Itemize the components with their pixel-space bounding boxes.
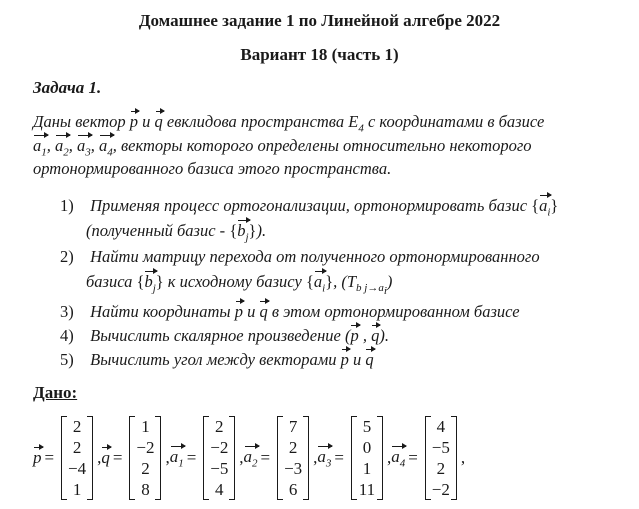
vector-ai: $a_i$: [313, 272, 326, 295]
intro-text: евклидова пространства E: [166, 112, 359, 131]
vector-p: p: [234, 302, 243, 321]
document-title: Домашнее задание 1 по Линейной алгебре 2022: [138, 11, 501, 30]
item-text: Вычислить угол между векторами: [90, 350, 337, 369]
item-text: Применяя процесс ортогонализации, ортонормировать базис: [90, 196, 528, 215]
matrix-q: [129, 416, 161, 500]
list-item-cont: (полученный базис - $\{b_j\}$).: [86, 221, 267, 244]
intro-line-2: $a_1$, $a_2$, $a_3$, $a_4$, векторы которого определены относительно некоторого: [33, 136, 532, 159]
item-text: (полученный базис -: [86, 221, 226, 240]
item-text: и: [353, 350, 362, 369]
variant-title: Вариант 18 (часть 1): [240, 45, 399, 64]
matrix-entry: −5: [431, 438, 450, 457]
vector-q: q: [365, 350, 374, 369]
list-item: [60, 247, 540, 267]
matrix-entry: 2: [215, 417, 224, 436]
item-text: к исходному базису: [167, 272, 302, 291]
vector-q: q: [259, 302, 268, 321]
matrix-entry: 1: [141, 417, 150, 436]
list-number: 2): [60, 247, 74, 266]
task-heading: Задача 1.: [33, 78, 102, 97]
matrix-entry: 2: [288, 438, 298, 457]
vector-q: q: [101, 448, 110, 467]
matrix-p: [61, 416, 93, 500]
vector-bj: $b_j$: [144, 272, 156, 295]
matrix-entry: −2: [431, 480, 450, 499]
transition-matrix: $(T_{b j\to a_i})$: [341, 272, 393, 298]
item-text: .: [384, 326, 389, 345]
matrix-entry: 5: [362, 417, 372, 436]
vector-p: p: [350, 326, 359, 345]
intro-line-3: ортонормированного базиса этого пространства.: [33, 159, 392, 178]
vector-q: q: [154, 112, 163, 131]
matrix-entry: −3: [284, 459, 303, 478]
item-text: Найти координаты: [90, 302, 231, 321]
matrix-entry: −5: [210, 459, 229, 478]
matrix-a4: [425, 416, 457, 500]
item-text: Вычислить скалярное произведение: [90, 326, 341, 345]
list-number: 4): [60, 326, 74, 345]
given-label: Дано:: [33, 383, 78, 402]
item-text: базиса: [86, 272, 133, 291]
list-item: [60, 350, 374, 370]
matrix-entry: 4: [436, 417, 446, 436]
item-text: и: [247, 302, 256, 321]
list-item: 4) Вычислить скалярное произведение (p , q).: [60, 326, 389, 345]
intro-text: Даны вектор: [33, 112, 126, 131]
vector-q: q: [371, 326, 380, 345]
matrix-entry: −4: [68, 459, 87, 478]
vector-a4: $a_4$: [99, 136, 113, 159]
item-text: ,: [333, 272, 338, 291]
vector-a1: $a_1$: [33, 136, 47, 159]
item-text: в этом ортонормированном базисе: [271, 302, 520, 321]
vector-p: p: [33, 448, 42, 467]
matrix-entry: 4: [215, 480, 224, 499]
matrix-entry: 2: [141, 459, 150, 478]
matrix-entry: 6: [288, 480, 298, 499]
matrix-entry: 2: [72, 438, 82, 457]
matrix-entry: −2: [210, 438, 229, 457]
intro-line-1: Даны вектор p и q евклидова пространства $E_4$ с координатами в базисе: [33, 112, 545, 135]
matrix-entry: 0: [362, 438, 372, 457]
matrix-a3: [351, 416, 383, 500]
matrix-entry: 1: [362, 459, 372, 478]
matrix-entry: 11: [358, 480, 376, 499]
vector-ai: $a_i$: [539, 196, 551, 219]
vector-a2: $a_2$: [243, 446, 258, 470]
item-text: ).: [256, 221, 267, 240]
intro-text: и: [142, 112, 151, 131]
list-item: [60, 302, 520, 322]
list-item: 1) Применяя процесс ортогонализации, ортонормировать базис $\{a_i\}$: [60, 196, 559, 219]
vector-a3: $a_3$: [77, 136, 91, 159]
matrix-entry: 8: [141, 480, 150, 499]
matrix-entry: 2: [72, 417, 82, 436]
vector-a2: $a_2$: [55, 136, 69, 159]
matrix-entry: 1: [72, 480, 82, 499]
matrix-entry: −2: [136, 438, 155, 457]
vector-a3: $a_3$: [317, 446, 332, 470]
list-number: 5): [60, 350, 74, 369]
vector-bj: $b_j$: [237, 221, 249, 244]
list-number: 1): [60, 196, 74, 215]
item-text: Найти матрицу перехода от полученного ортонормированного: [90, 247, 540, 266]
vector-p: p: [129, 112, 139, 131]
matrix-a2: [277, 416, 309, 500]
vector-a1: $a_1$: [169, 446, 184, 470]
list-number: 3): [60, 302, 74, 321]
vector-p: p: [340, 350, 349, 369]
intro-text: с координатами в базисе: [367, 112, 545, 131]
matrix-entry: 2: [436, 459, 446, 478]
intro-text: , векторы которого определены относительно некоторого: [112, 136, 532, 155]
given-vectors: p = 2 2 −4 1 , q = 1 −2 2 8 , $a_1$ = 2 −2 −5 4 , $a_2$ = 7 2 −3 6 , $a_3$ = 5 0 1 11 , $a_4$ = 4 −5 2 −2 ,: [33, 417, 466, 499]
matrix-entry: 7: [288, 417, 298, 436]
matrix-a1: [203, 416, 235, 500]
list-item-cont: базиса $\{b_j\}$ к исходному базису $\{a_i\}$, $(T_{b j\to a_i})$: [86, 272, 393, 298]
vector-a4: $a_4$: [391, 446, 406, 470]
